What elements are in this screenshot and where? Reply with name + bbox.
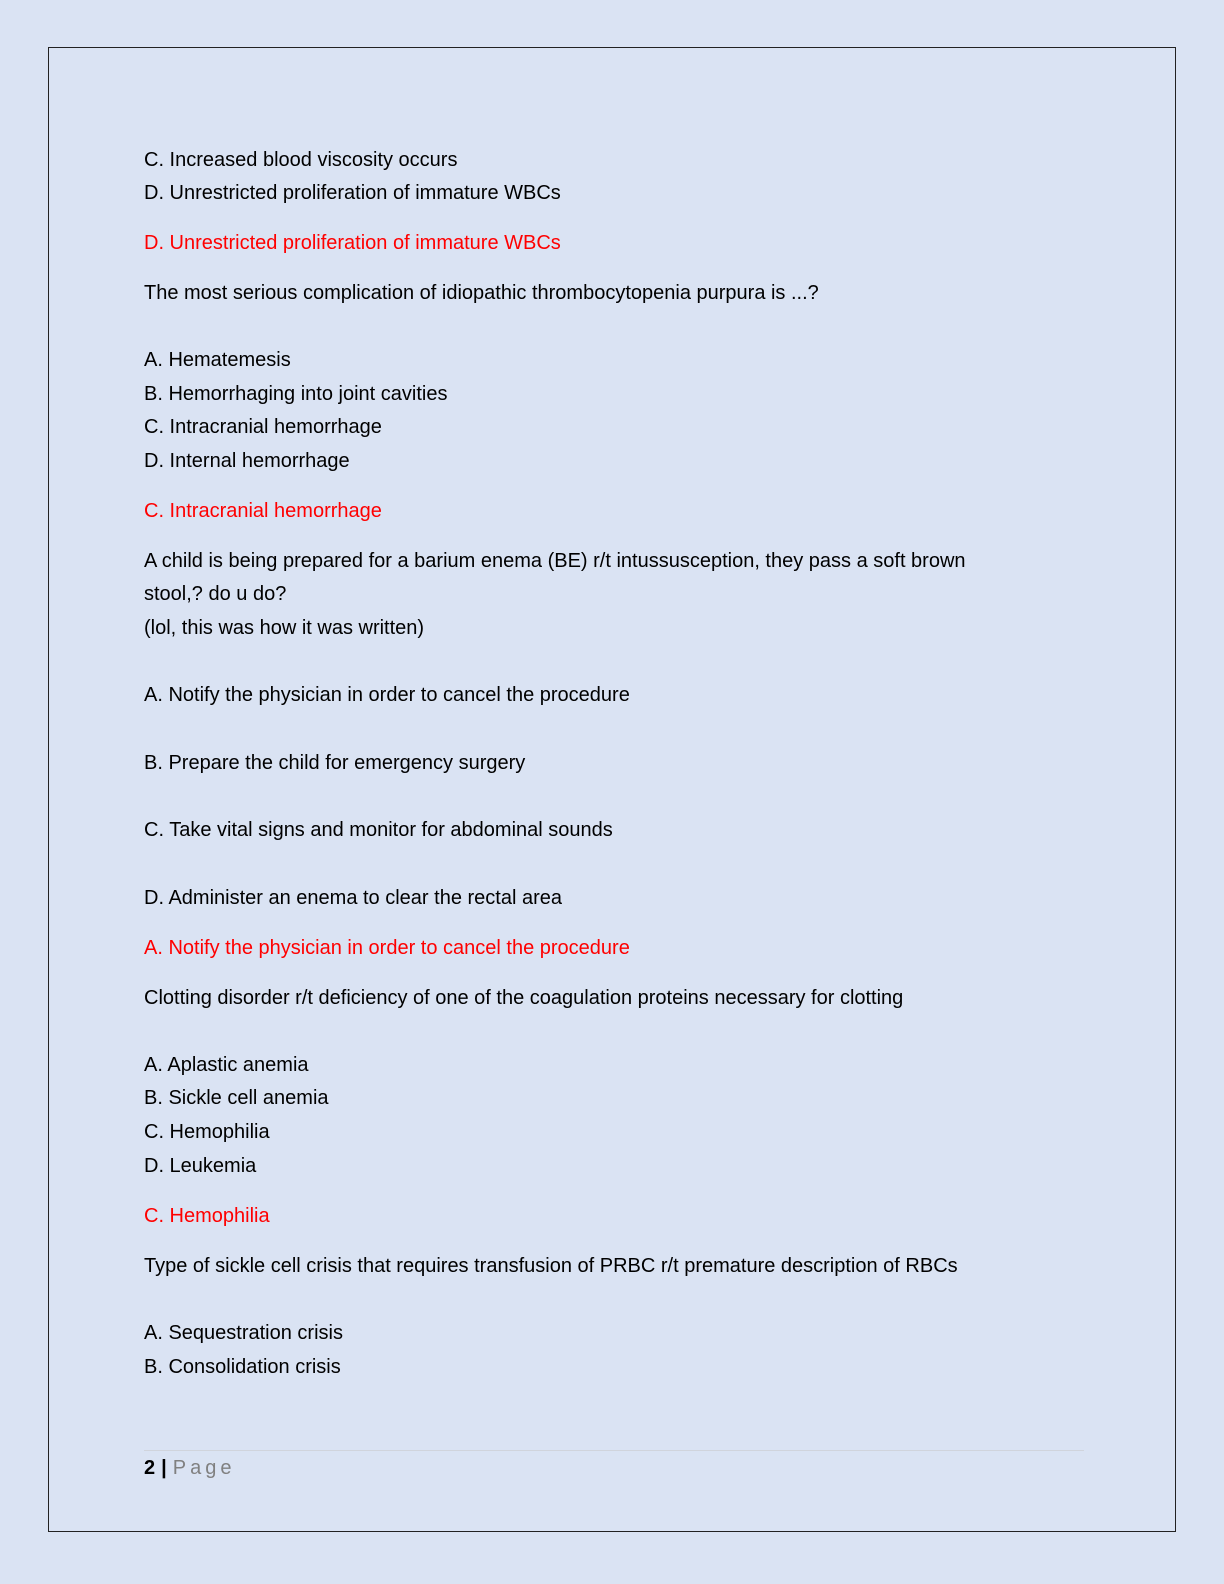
text-line: B. Consolidation crisis — [144, 1356, 341, 1378]
text-line: A. Sequestration crisis — [144, 1322, 343, 1344]
text-line: A child is being prepared for a barium enema (BE) r/t intussusception, they pass a soft brown — [144, 550, 966, 572]
text-line: Type of sickle cell crisis that requires transfusion of PRBC r/t premature description of RBCs — [144, 1255, 958, 1277]
text-line: C. Take vital signs and monitor for abdominal sounds — [144, 819, 613, 841]
text-line: A. Notify the physician in order to cancel the procedure — [144, 684, 630, 706]
text-line: D. Internal hemorrhage — [144, 450, 350, 472]
text-line: (lol, this was how it was written) — [144, 617, 425, 639]
text-line: C. Hemophilia — [144, 1121, 270, 1143]
text-line: C. Increased blood viscosity occurs — [144, 149, 458, 171]
footer-rule — [144, 1450, 1084, 1451]
page-number: 2 — [144, 1457, 156, 1479]
text-line: Clotting disorder r/t deficiency of one of the coagulation proteins necessary for clotting — [144, 987, 904, 1009]
text-line: D. Leukemia — [144, 1155, 257, 1177]
text-line: stool,? do u do? — [144, 583, 287, 605]
page-label: Page — [172, 1457, 236, 1479]
text-line: The most serious complication of idiopathic thrombocytopenia purpura is ...? — [144, 282, 819, 304]
text-line: D. Unrestricted proliferation of immature WBCs — [144, 182, 561, 204]
text-line: A. Aplastic anemia — [144, 1054, 309, 1076]
page-footer — [144, 1456, 235, 1480]
footer-separator: | — [161, 1457, 167, 1479]
text-line: C. Intracranial hemorrhage — [144, 416, 382, 438]
text-line: B. Hemorrhaging into joint cavities — [144, 383, 448, 405]
answer-line: C. Hemophilia — [144, 1205, 270, 1227]
answer-line: D. Unrestricted proliferation of immature WBCs — [144, 232, 561, 254]
text-line: B. Sickle cell anemia — [144, 1087, 329, 1109]
text-line: B. Prepare the child for emergency surgery — [144, 752, 526, 774]
text-line: A. Hematemesis — [144, 349, 291, 371]
page-border — [48, 47, 1176, 1532]
answer-line: C. Intracranial hemorrhage — [144, 500, 382, 522]
text-line: D. Administer an enema to clear the rectal area — [144, 887, 562, 909]
answer-line: A. Notify the physician in order to cancel the procedure — [144, 937, 630, 959]
